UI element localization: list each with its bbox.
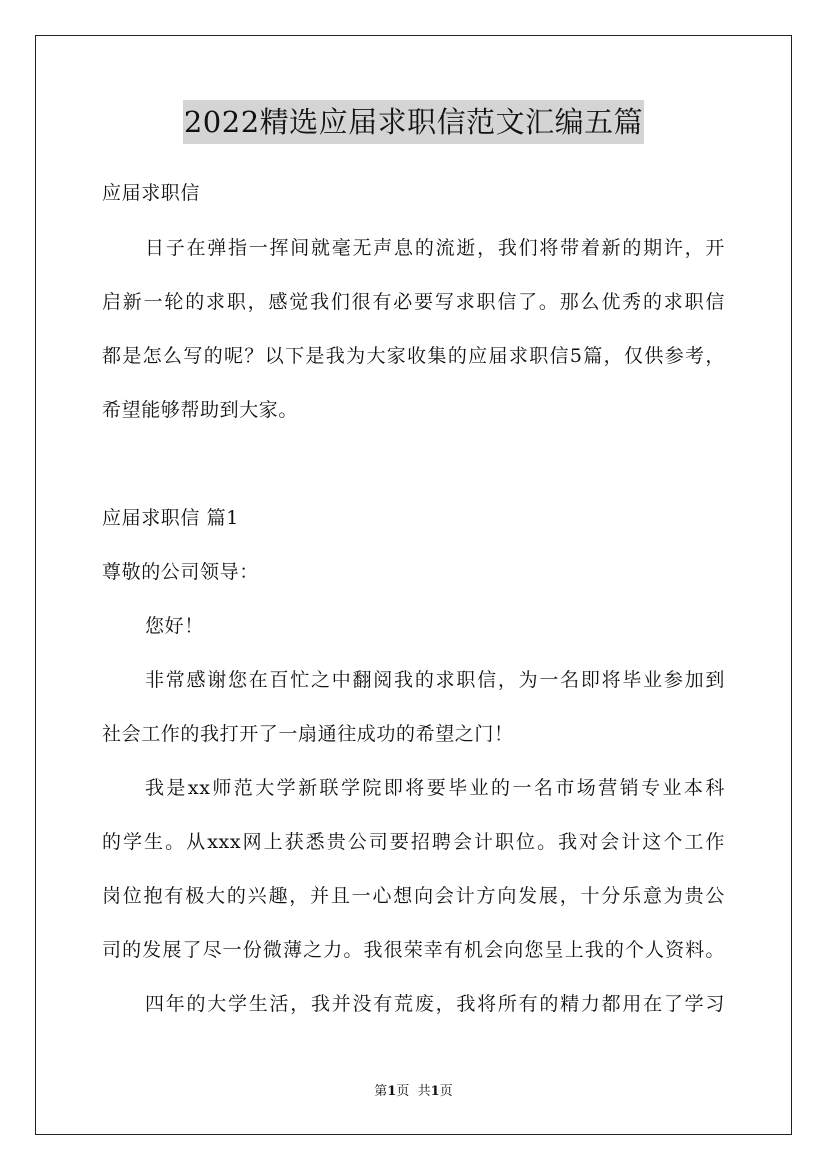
total-label-suffix: 页 (439, 1084, 453, 1099)
paragraph-line: 的学生。从xxx网上获悉贵公司要招聘会计职位。我对会计这个工作 (102, 831, 725, 853)
paragraph-line: 希望能够帮助到大家。 (102, 399, 299, 421)
paragraph-line: 我是xx师范大学新联学院即将要毕业的一名市场营销专业本科 (145, 777, 725, 799)
paragraph-line: 岗位抱有极大的兴趣，并且一心想向会计方向发展，十分乐意为贵公 (102, 885, 725, 907)
total-pages: 1 (430, 1084, 440, 1099)
document-title: 2022精选应届求职信范文汇编五篇 (183, 100, 644, 144)
paragraph-line: 非常感谢您在百忙之中翻阅我的求职信，为一名即将毕业参加到 (145, 669, 725, 691)
section-heading: 应届求职信 篇1 (102, 507, 239, 529)
paragraph-line: 四年的大学生活，我并没有荒废，我将所有的精力都用在了学习 (145, 993, 725, 1015)
greeting: 您好！ (145, 615, 204, 637)
paragraph-line: 司的发展了尽一份微薄之力。我很荣幸有机会向您呈上我的个人资料。 (102, 939, 725, 961)
paragraph-line: 社会工作的我打开了一扇通往成功的希望之门！ (102, 723, 514, 745)
paragraph-line: 启新一轮的求职，感觉我们很有必要写求职信了。那么优秀的求职信 (102, 291, 725, 313)
paragraph-line: 日子在弹指一挥间就毫无声息的流逝，我们将带着新的期许，开 (145, 237, 725, 259)
salutation: 尊敬的公司领导： (102, 561, 259, 583)
section-heading: 应届求职信 (102, 182, 201, 204)
page-label-prefix: 第 (374, 1084, 388, 1099)
paragraph-line: 都是怎么写的呢？以下是我为大家收集的应届求职信5篇，仅供参考， (102, 345, 725, 367)
title-container (0, 100, 827, 144)
page-label-suffix: 页 (396, 1084, 410, 1099)
page-number: 1 (387, 1084, 397, 1099)
total-label-prefix: 共 (417, 1084, 431, 1099)
page-footer (0, 1083, 827, 1101)
